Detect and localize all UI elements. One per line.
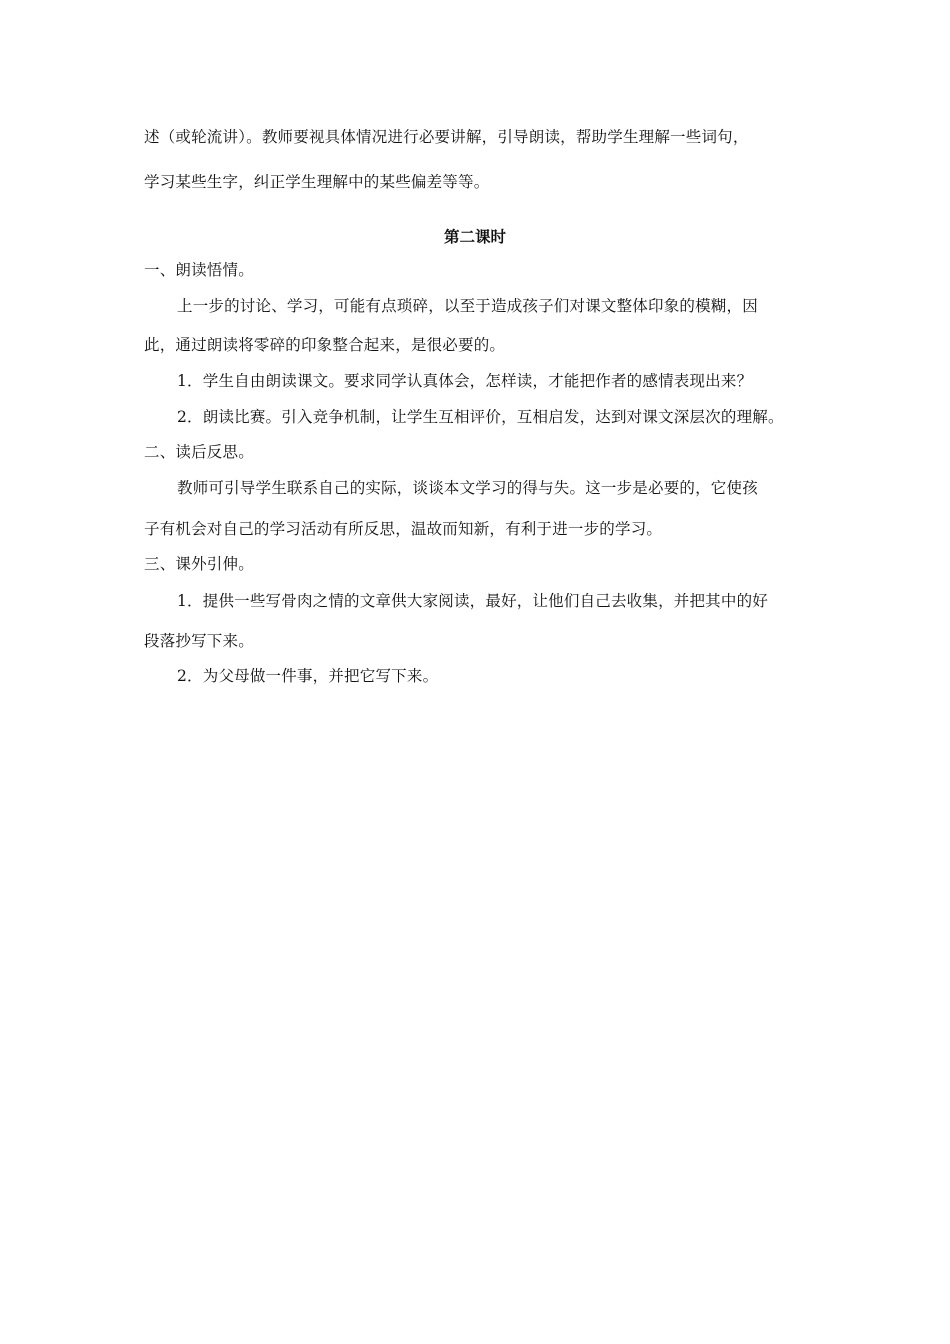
section-2-paragraph-line-1: 教师可引导学生联系自己的实际，谈谈本文学习的得与失。这一步是必要的，它使孩 (177, 479, 758, 497)
intro-line-2: 学习某些生字，纠正学生理解中的某些偏差等等。 (144, 173, 490, 191)
section-1-paragraph-line-2: 此，通过朗读将零碎的印象整合起来，是很必要的。 (144, 336, 506, 354)
section-3-item-2: 2．为父母做一件事，并把它写下来。 (177, 667, 439, 685)
section-2-heading: 二、读后反思。 (144, 443, 254, 461)
intro-line-1: 述（或轮流讲）。教师要视具体情况进行必要讲解，引导朗读，帮助学生理解一些词句， (144, 128, 749, 146)
section-3-item-1-line-2: 段落抄写下来。 (144, 632, 254, 650)
section-3-item-1-line-1: 1．提供一些写骨肉之情的文章供大家阅读，最好，让他们自己去收集，并把其中的好 (177, 592, 768, 610)
section-1-item-2: 2．朗读比赛。引入竞争机制，让学生互相评价，互相启发，达到对课文深层次的理解。 (177, 408, 784, 426)
section-1-heading: 一、朗读悟情。 (144, 261, 254, 279)
section-1-item-1: 1．学生自由朗读课文。要求同学认真体会，怎样读，才能把作者的感情表现出来？ (177, 372, 753, 390)
section-1-paragraph-line-1: 上一步的讨论、学习，可能有点琐碎，以至于造成孩子们对课文整体印象的模糊，因 (177, 297, 758, 315)
lesson-title: 第二课时 (443, 227, 506, 246)
section-2-paragraph-line-2: 子有机会对自己的学习活动有所反思，温故而知新，有利于进一步的学习。 (144, 520, 663, 538)
section-3-heading: 三、课外引伸。 (144, 555, 254, 573)
